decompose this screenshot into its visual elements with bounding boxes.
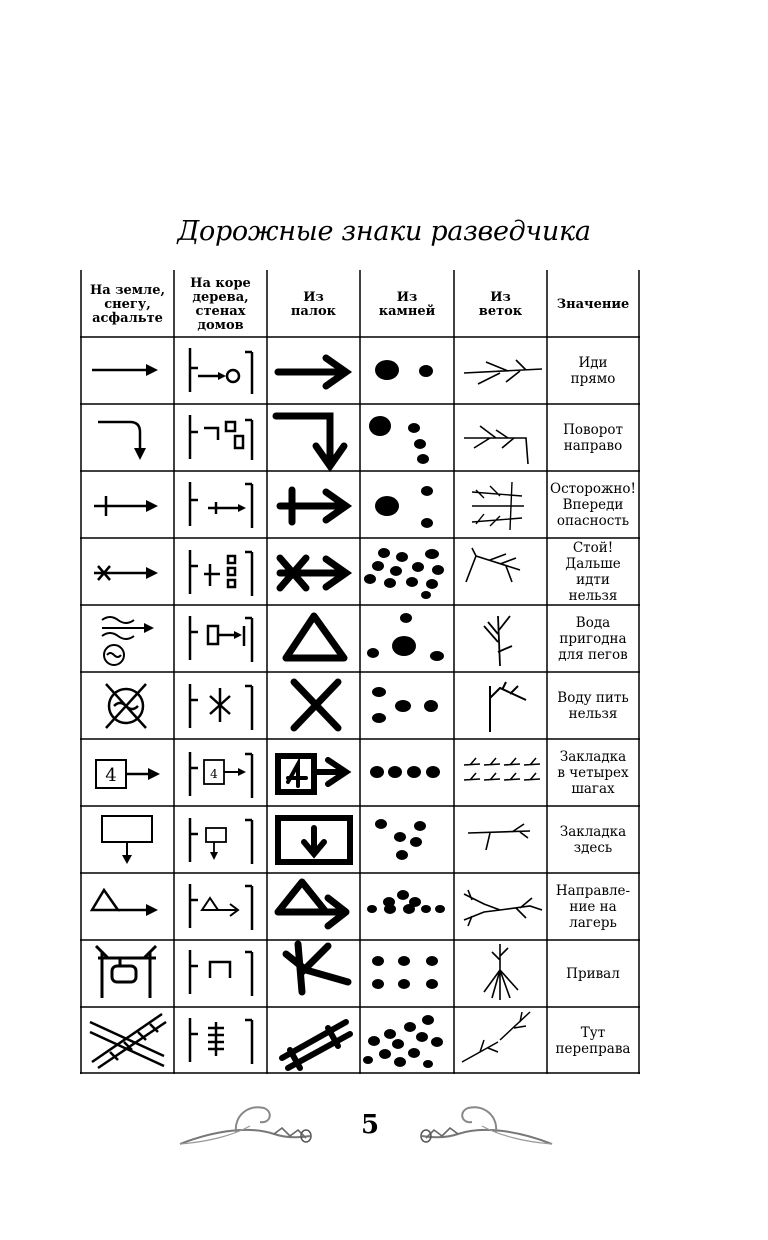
meaning-cell: здесь [573,840,613,856]
meaning-cell: ние на [569,899,617,915]
sign-branches-rest-stop [484,944,518,1000]
column-header: стенах [195,304,246,319]
sign-sticks-no-water [294,682,338,728]
sign-sticks-crossing [282,1022,350,1068]
meaning-cell: лагерь [569,915,617,931]
sign-sticks-straight [278,358,346,386]
sign-sticks-cache-here [278,818,350,862]
column-header: На земле, [89,283,166,298]
meaning-cell: Привал [566,966,620,982]
sign-sticks-cache-four-steps [278,756,346,792]
meaning-cell: Иди [578,355,608,371]
right-flourish-ornament [410,1096,556,1156]
meaning-cell: прямо [570,371,616,387]
sign-stones-turn-right [369,416,429,464]
meaning-cell: Вода [575,615,611,631]
sign-sticks-stop [280,558,346,588]
column-header: Из [396,290,418,305]
sign-ground-straight-arrow [92,364,158,376]
sign-tree-straight [190,348,252,394]
meaning-column [550,355,636,1057]
column-header: веток [478,304,523,319]
meaning-cell: Закладка [559,824,627,840]
sign-branches-cache-here [468,824,530,850]
meaning-cell: Впереди [562,497,624,513]
meaning-cell: в четырех [557,765,629,781]
sign-branches-turn-right [464,426,528,464]
sign-digit: 4 [105,765,117,786]
sign-tree-stop [190,550,252,596]
sign-digit: 4 [210,767,218,781]
sign-stones-crossing [363,1015,443,1068]
meaning-cell: для пегов [558,647,628,663]
sign-branches-cache-four-steps [464,758,540,780]
column-header: палок [290,304,337,319]
sign-ground-camp-direction [92,890,158,916]
page-title: Дорожные знаки разведчика [177,216,591,247]
sign-ground-cache-here [102,816,152,864]
meaning-cell: опасность [556,513,630,529]
sign-ground-turn-right [98,422,146,460]
sign-tree-camp-direction [190,884,252,930]
meaning-cell: Стой! [572,540,614,556]
sign-stones-no-water [372,687,438,723]
meaning-cell: Воду пить [557,690,629,706]
sign-tree-water [190,616,252,662]
meaning-cell: шагах [571,781,615,797]
meaning-cell: Поворот [563,422,623,438]
sign-stones-cache-four-steps [370,766,440,778]
column-header: Из [303,290,324,305]
meaning-cell: Тут [580,1025,606,1041]
sign-stones-water [367,613,444,661]
sign-sticks-water [286,616,344,658]
column-header: дерева, [192,290,249,305]
meaning-cell: Закладка [559,749,627,765]
sign-ground-water [102,617,154,665]
sign-ground-rest-stop [96,946,156,998]
sign-branches-no-water [490,682,526,732]
sign-branches-camp-direction [464,890,542,926]
left-flourish-ornament [176,1096,322,1156]
column-header: снегу, [104,297,151,312]
sign-ground-crossing [90,1014,166,1068]
table-grid [80,270,640,1074]
sign-tree-cache-here [190,818,252,864]
sign-tree-no-water [190,684,252,730]
sign-sticks-rest-stop [286,944,348,992]
column-header: асфальте [92,311,163,326]
meaning-cell: переправа [555,1041,631,1057]
sign-branches-straight [464,360,542,384]
sign-stones-danger [375,486,433,528]
sign-branches-water [484,616,512,666]
sign-sticks-danger [280,490,346,522]
sign-ground-cache-four-steps [96,760,160,788]
meaning-cell: Направле- [555,883,631,899]
meaning-cell: Дальше [565,556,621,572]
column-header: камней [378,304,436,319]
sign-tree-turn-right [190,415,252,460]
meaning-cell: направо [563,438,623,454]
meaning-cell: нельзя [568,706,618,722]
meaning-cell: нельзя [568,588,618,604]
sign-ground-danger [94,496,158,516]
sign-sticks-camp-direction [278,882,346,926]
page-number: 5 [360,1110,380,1140]
column-header: домов [197,318,244,333]
sign-stones-cache-here [375,819,426,860]
column-header: Из [490,290,511,305]
meaning-cell: идти [576,572,610,588]
sign-stones-camp-direction [367,890,445,914]
meaning-cell: Осторожно! [550,481,636,497]
sign-stones-straight [375,360,433,380]
sign-tree-rest-stop [190,950,252,996]
sign-stones-stop [364,548,444,599]
sign-ground-stop [94,566,158,580]
sign-tree-danger [190,482,252,528]
sign-tree-crossing [190,1018,252,1064]
meaning-cell: пригодна [559,631,627,647]
sign-branches-danger [472,482,524,530]
sign-sticks-turn-right [276,416,344,466]
column-header: Значение [556,297,630,312]
column-header: На коре [190,276,251,291]
sign-branches-stop [466,548,520,582]
sign-ground-no-water [106,684,146,728]
sign-branches-crossing [462,1012,530,1062]
sign-tree-cache-four-steps [190,752,252,798]
sign-stones-rest-stop [372,956,438,989]
road-signs-table [80,270,640,1074]
